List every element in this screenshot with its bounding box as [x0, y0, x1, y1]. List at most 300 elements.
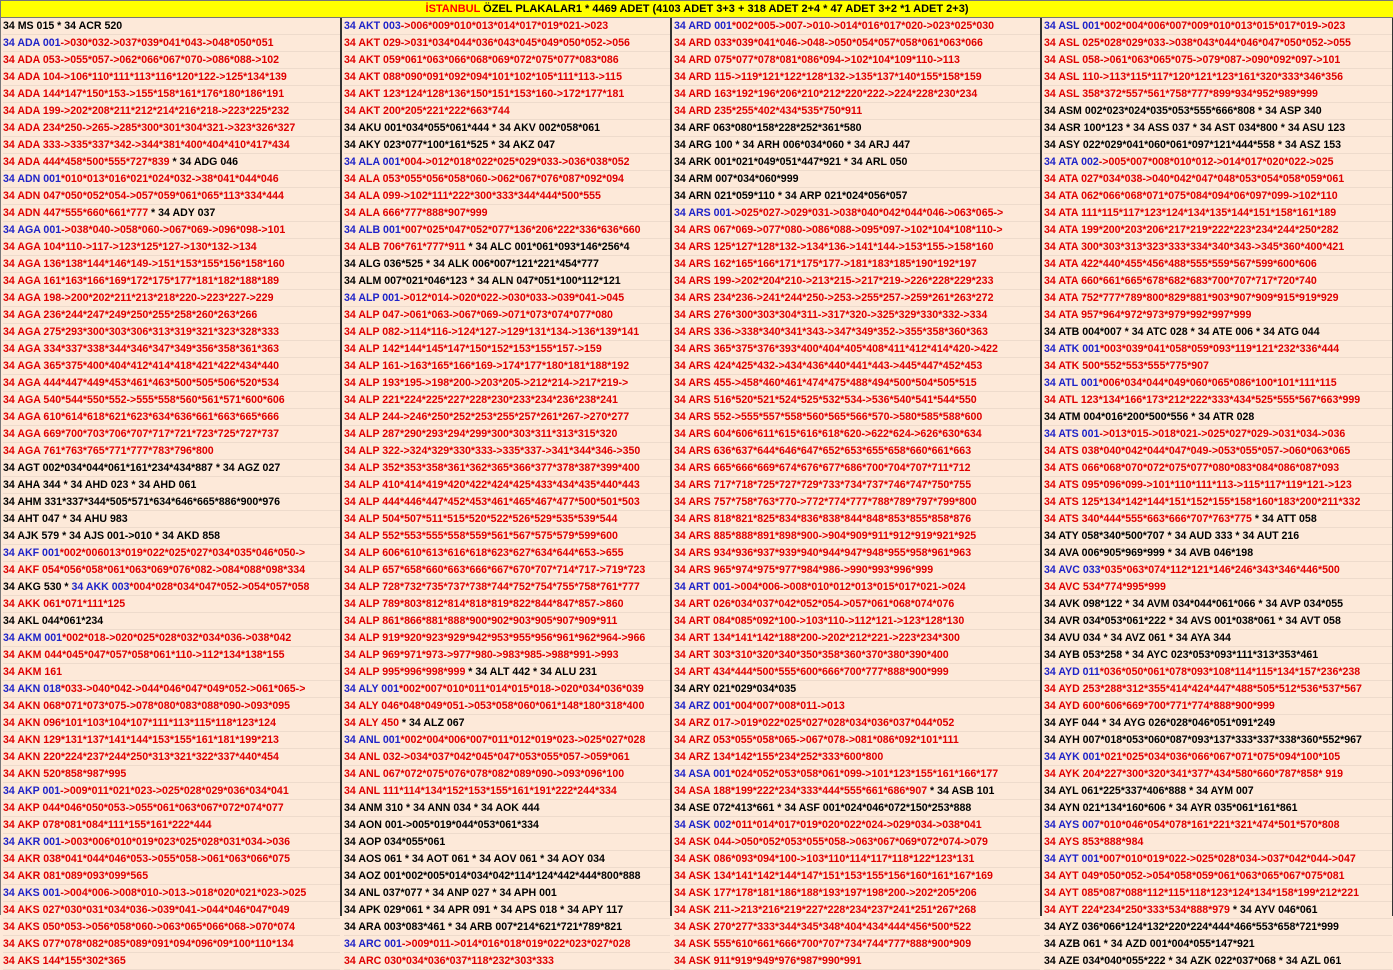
plate-row — [3, 35, 340, 52]
plate-segment: 34 AKK 061*071*111*125 — [3, 598, 126, 610]
title-text: ÖZEL PLAKALAR1 * 4469 ADET (4103 ADET 3+3 + 318 ADET 2+4 * 47 ADET 3+2 *1 ADET 2+3) — [480, 3, 969, 15]
plate-row — [3, 664, 340, 681]
plate-row — [674, 52, 1040, 69]
plate-row — [674, 375, 1040, 392]
plate-row — [1044, 205, 1392, 222]
plate-segment: 34 ASE 072*413*661 * 34 ASF 001*024*046*072*150*253*888 — [674, 802, 972, 814]
plate-row — [674, 834, 1040, 851]
plate-segment: 34 ADA 199->202*208*211*212*214*216*218->223*225*232 — [3, 105, 290, 117]
plate-segment: 34 ATA 111*115*117*123*124*134*135*144*151*158*161*189 — [1044, 207, 1337, 219]
plate-segment: 34 ASK 211->213*216*219*227*228*234*237*241*251*267*268 — [674, 904, 977, 916]
plate-segment: 34 AGA 161*163*166*169*172*175*177*181*182*188*189 — [3, 275, 280, 287]
plate-segment: 34 ARS 001 — [674, 207, 732, 219]
plate-segment: 34 AKK 003 — [71, 581, 130, 593]
plate-segment: *035*063*074*112*121*146*246*343*346*446*500 — [1100, 564, 1340, 576]
plate-segment: *011*014*017*019*020*022*024->029*034->038*041 — [731, 819, 982, 831]
plate-row — [344, 494, 670, 511]
plate-segment: 34 ARS 234*236->241*244*250->253->255*257->259*261*263*272 — [674, 292, 994, 304]
plate-row — [674, 545, 1040, 562]
plate-segment: 34 ARS 516*520*521*524*525*532*534->536*540*541*544*550 — [674, 394, 977, 406]
plate-row — [344, 273, 670, 290]
plate-segment: 34 ALP 789*803*812*814*818*819*822*844*847*857->860 — [344, 598, 624, 610]
plate-row — [1044, 579, 1392, 596]
plate-segment: 34 AKG 530 * — [3, 581, 72, 593]
plate-segment: *033->040*042->044*046*047*049*052->061*065-> — [60, 683, 306, 695]
plate-row — [674, 18, 1040, 35]
plate-row — [3, 426, 340, 443]
plate-segment: 34 ADA 444*458*500*555*727*839 — [3, 156, 170, 168]
plate-row — [1044, 749, 1392, 766]
plate-row — [3, 86, 340, 103]
plate-segment: 34 AKS 077*078*082*085*089*091*094*096*09*100*110*134 — [3, 938, 294, 950]
plate-segment: * 34 AYV 046*061 — [1229, 904, 1318, 916]
plate-row — [1044, 290, 1392, 307]
plate-segment: 34 AOZ 001*002*005*014*034*042*114*124*442*444*800*888 — [344, 870, 641, 882]
plate-segment: 34 ALP 919*920*923*929*942*953*955*956*961*962*964->966 — [344, 632, 646, 644]
plate-row — [1044, 681, 1392, 698]
plate-row — [674, 528, 1040, 545]
plate-row — [1044, 154, 1392, 171]
plate-segment: 34 ATA 199*200*203*206*217*219*222*223*234*244*250*282 — [1044, 224, 1339, 236]
plate-segment: *006*034*044*049*060*065*086*100*101*111*115 — [1098, 377, 1337, 389]
plate-segment: * 34 ALZ 067 — [398, 717, 465, 729]
plate-segment: 34 AGA 365*375*400*404*412*414*418*421*422*434*440 — [3, 360, 280, 372]
plate-segment: 34 ARS 067*069->077*080->086*088->095*097->102*104*108*110-> — [674, 224, 1003, 236]
plate-segment: 34 AOS 061 * 34 AOT 061 * 34 AOV 061 * 34 AOY 034 — [344, 853, 605, 865]
plate-segment: 34 ATK 500*552*553*555*775*907 — [1044, 360, 1209, 372]
plate-row — [1044, 341, 1392, 358]
plate-row — [674, 409, 1040, 426]
plate-row — [344, 256, 670, 273]
plate-row — [344, 851, 670, 868]
plate-row — [674, 613, 1040, 630]
plate-row — [674, 222, 1040, 239]
plate-row — [3, 953, 340, 970]
plate-segment: 34 ASL 025*028*029*033->038*043*044*046*047*050*052->055 — [1044, 37, 1351, 49]
plate-segment: 34 ARD 075*077*078*081*086*094->102*104*109*110->113 — [674, 54, 960, 66]
plate-segment: ->006*009*010*013*014*017*019*021->023 — [400, 20, 609, 32]
plate-segment: *010*013*016*021*024*032->38*041*044*046 — [60, 173, 279, 185]
plate-row — [1044, 800, 1392, 817]
plate-segment: 34 AKU 001*034*055*061*444 * 34 AKV 002*058*061 — [344, 122, 601, 134]
plate-segment: 34 ALP 047->061*063->067*069->071*073*074*077*080 — [344, 309, 613, 321]
plate-row — [344, 460, 670, 477]
plate-segment: *002*006013*019*022*025*027*034*035*046*050-> — [59, 547, 306, 559]
plate-row — [674, 154, 1040, 171]
plate-segment: 34 ATA 062*066*068*071*075*084*094*06*097*099->102*110 — [1044, 190, 1338, 202]
plate-row — [1044, 86, 1392, 103]
plate-segment: 34 AKN 068*071*073*075->078*080*083*088*090->093*095 — [3, 700, 291, 712]
plate-segment: 34 ANL 001 — [344, 734, 401, 746]
plate-row — [3, 205, 340, 222]
plate-row — [3, 851, 340, 868]
plate-row — [344, 885, 670, 902]
plate-column-1 — [1, 18, 342, 967]
plate-segment: 34 ATA 957*964*972*973*979*992*997*999 — [1044, 309, 1252, 321]
plate-row — [674, 273, 1040, 290]
plate-row — [1044, 647, 1392, 664]
plate-segment: 34 AVC 534*774*995*999 — [1044, 581, 1166, 593]
plate-row — [1044, 630, 1392, 647]
plate-segment: 34 ATS 125*134*142*144*151*152*155*158*160*183*200*211*332 — [1044, 496, 1361, 508]
plate-row — [1044, 375, 1392, 392]
plate-segment: 34 AYS 007 — [1044, 819, 1100, 831]
plate-segment: 34 ASA 188*199*222*234*333*444*555*661*686*907 — [674, 785, 928, 797]
plate-segment: 34 ARZ 001 — [674, 700, 731, 712]
plate-row — [1044, 902, 1392, 919]
plate-segment: 34 AYD 011 — [1044, 666, 1100, 678]
plate-segment: 34 ART 001 — [674, 581, 731, 593]
plate-segment: 34 AYF 044 * 34 AYG 026*028*046*051*091*249 — [1044, 717, 1276, 729]
plate-row — [344, 766, 670, 783]
plate-row — [1044, 358, 1392, 375]
plate-row — [344, 698, 670, 715]
plate-segment: 34 ALP 606*610*613*616*618*623*627*634*644*653->655 — [344, 547, 624, 559]
plate-segment: 34 ADN 447*555*660*661*777 — [3, 207, 149, 219]
plate-segment: 34 ADA 333->335*337*342->344*381*400*404*410*417*434 — [3, 139, 290, 151]
plate-row — [674, 766, 1040, 783]
plate-segment: 34 ALM 007*021*046*123 * 34 ALN 047*051*100*112*121 — [344, 275, 621, 287]
plate-row — [3, 800, 340, 817]
plate-segment: *004->012*018*022*025*029*033->036*038*052 — [400, 156, 630, 168]
plate-segment: 34 ARS 365*375*376*393*400*404*405*408*411*412*414*420->422 — [674, 343, 998, 355]
plate-row — [344, 613, 670, 630]
plate-row — [344, 239, 670, 256]
plate-row — [344, 69, 670, 86]
plate-row — [1044, 239, 1392, 256]
plate-segment: 34 ALP 969*971*973->977*980->983*985->988*991->993 — [344, 649, 619, 661]
plate-segment: 34 AYS 853*888*984 — [1044, 836, 1144, 848]
plate-row — [3, 630, 340, 647]
plate-segment: 34 AGT 002*034*044*061*161*234*434*887 * 34 AGZ 027 — [3, 462, 281, 474]
plate-row — [674, 579, 1040, 596]
plate-segment: 34 ARD 001 — [674, 20, 732, 32]
plate-segment: *002*018->020*025*028*032*034*036->038*042 — [62, 632, 292, 644]
plate-segment: 34 ARS 276*300*303*304*311->317*320->325*329*330*332->334 — [674, 309, 988, 321]
plate-segment: ->004*006->008*010*012*013*015*017*021->024 — [730, 581, 966, 593]
plate-row — [344, 341, 670, 358]
plate-segment: 34 ADA 053->055*057->062*066*067*070->086*088->102 — [3, 54, 280, 66]
plate-segment: 34 AKF 054*056*058*061*063*069*076*082->084*088*098*334 — [3, 564, 306, 576]
plate-row — [674, 562, 1040, 579]
plate-row — [3, 698, 340, 715]
plate-row — [344, 375, 670, 392]
plate-row — [674, 239, 1040, 256]
plate-row — [344, 800, 670, 817]
plate-columns — [1, 18, 1393, 967]
plate-row — [1044, 868, 1392, 885]
plate-row — [674, 86, 1040, 103]
plate-row — [1044, 613, 1392, 630]
plate-segment: ->013*015->018*021->025*027*029->031*034->036 — [1099, 428, 1346, 440]
plate-row — [3, 868, 340, 885]
plate-segment: 34 ARZ 017->019*022*025*027*028*034*036*037*044*052 — [674, 717, 955, 729]
plate-row — [3, 120, 340, 137]
plate-row — [344, 86, 670, 103]
plate-segment: 34 ALP 728*732*735*737*738*744*752*754*755*758*761*777 — [344, 581, 640, 593]
plate-segment: 34 ARS 336->338*340*341*343->347*349*352->355*358*360*363 — [674, 326, 988, 338]
plate-segment: 34 ARS 757*758*763*770->772*774*777*788*789*797*799*800 — [674, 496, 977, 508]
plate-segment: 34 APK 029*061 * 34 APR 091 * 34 APS 018 * 34 APY 117 — [344, 904, 624, 916]
plate-row — [3, 749, 340, 766]
plate-row — [3, 885, 340, 902]
plate-segment: 34 ASK 270*277*333*344*345*348*404*434*444*456*500*522 — [674, 921, 972, 933]
plate-segment: 34 AGA 136*138*144*146*149->151*153*155*156*158*160 — [3, 258, 285, 270]
plate-segment: 34 ARD 163*192*196*206*210*212*220*222->224*228*230*234 — [674, 88, 978, 100]
plate-row — [1044, 596, 1392, 613]
plate-segment: 34 AYL 061*225*337*406*888 * 34 AYM 007 — [1044, 785, 1254, 797]
plate-segment: * 34 ALC 001*061*093*146*256*4 — [465, 241, 630, 253]
plate-segment: 34 AKL 044*061*234 — [3, 615, 104, 627]
plate-segment: 34 ART 303*310*320*340*350*358*360*370*380*390*400 — [674, 649, 949, 661]
plate-row — [674, 596, 1040, 613]
plate-segment: 34 ATA 422*440*455*456*488*555*559*567*599*600*606 — [1044, 258, 1317, 270]
plate-row — [1044, 783, 1392, 800]
plate-row — [674, 290, 1040, 307]
plate-row — [344, 324, 670, 341]
plate-row — [674, 494, 1040, 511]
plate-row — [344, 562, 670, 579]
plate-column-4 — [1042, 18, 1393, 967]
plate-segment: 34 ARS 665*666*669*674*676*677*686*700*704*707*711*712 — [674, 462, 971, 474]
plate-row — [674, 443, 1040, 460]
plate-segment: 34 ARZ 134*142*155*234*252*333*600*800 — [674, 751, 884, 763]
plate-row — [1044, 426, 1392, 443]
plate-row — [3, 222, 340, 239]
plate-segment: 34 ALA 053*055*056*058*060->062*067*076*087*092*094 — [344, 173, 624, 185]
plate-segment: 34 ATA 300*303*313*323*333*334*340*343->345*360*400*421 — [1044, 241, 1345, 253]
plate-segment: 34 AKR 001 — [3, 836, 61, 848]
plate-segment: 34 ARS 934*936*937*939*940*944*947*948*955*958*961*963 — [674, 547, 972, 559]
plate-row — [1044, 69, 1392, 86]
plate-segment: 34 AYZ 036*066*124*132*220*224*444*466*553*658*721*999 — [1044, 921, 1339, 933]
plate-row — [344, 18, 670, 35]
plate-row — [3, 494, 340, 511]
plate-row — [674, 69, 1040, 86]
plate-row — [3, 477, 340, 494]
plate-row — [344, 545, 670, 562]
plate-segment: 34 ARD 115->119*121*122*128*132->135*137*140*155*158*159 — [674, 71, 982, 83]
plate-segment: *003*039*041*058*059*093*119*121*232*336*444 — [1099, 343, 1340, 355]
plate-segment: 34 AKF 001 — [3, 547, 60, 559]
plate-segment: 34 AKN 129*131*137*141*144*153*155*161*181*199*213 — [3, 734, 279, 746]
plate-segment: 34 ADN 047*050*052*054->057*059*061*065*113*334*444 — [3, 190, 284, 202]
plate-row — [674, 477, 1040, 494]
plate-row — [674, 324, 1040, 341]
plate-segment: 34 MS 015 * 34 ACR 520 — [3, 20, 123, 32]
plate-segment: 34 ASY 022*029*041*060*061*097*121*444*558 * 34 ASZ 153 — [1044, 139, 1342, 151]
plate-row — [344, 630, 670, 647]
plate-segment: 34 ALP 352*353*358*361*362*365*366*377*378*387*399*400 — [344, 462, 640, 474]
plate-row — [3, 902, 340, 919]
plate-row — [674, 919, 1040, 936]
plate-segment: 34 AKY 023*077*100*161*525 * 34 AKZ 047 — [344, 139, 556, 151]
plate-segment: 34 AKT 029->031*034*044*036*043*045*049*050*052->056 — [344, 37, 630, 49]
plate-row — [1044, 732, 1392, 749]
plate-segment: 34 AKM 044*045*047*057*058*061*110->112*134*138*155 — [3, 649, 285, 661]
plate-segment: 34 AVK 098*122 * 34 AVM 034*044*061*066 * 34 AVP 034*055 — [1044, 598, 1344, 610]
plate-segment: 34 ASK 555*610*661*666*700*707*734*744*777*888*900*909 — [674, 938, 972, 950]
plate-row — [1044, 188, 1392, 205]
plate-segment: 34 AZE 034*040*055*222 * 34 AZK 022*037*068 * 34 AZL 061 — [1044, 955, 1342, 967]
plate-segment: *007*025*047*052*077*136*206*222*336*636*660 — [400, 224, 641, 236]
plate-row — [1044, 936, 1392, 953]
plate-row — [674, 681, 1040, 698]
plate-row — [674, 885, 1040, 902]
plate-row — [1044, 409, 1392, 426]
plate-row — [3, 596, 340, 613]
plate-row — [674, 35, 1040, 52]
plate-segment: 34 AYT 049*050*052->054*058*059*061*063*065*067*075*081 — [1044, 870, 1345, 882]
plate-row — [3, 171, 340, 188]
plate-segment: 34 AHM 331*337*344*505*571*634*646*665*886*900*976 — [3, 496, 281, 508]
plate-row — [3, 273, 340, 290]
plate-segment: 34 ANL 032->034*037*042*045*047*053*055*057->059*061 — [344, 751, 630, 763]
plate-row — [3, 103, 340, 120]
plate-row — [1044, 715, 1392, 732]
plate-segment: * 34 ASB 101 — [927, 785, 995, 797]
plate-segment: 34 AKT 003 — [344, 20, 401, 32]
plate-segment: 34 AHT 047 * 34 AHU 983 — [3, 513, 128, 525]
plate-row — [1044, 273, 1392, 290]
plate-segment: 34 AYT 085*087*088*112*115*118*123*124*134*158*199*212*221 — [1044, 887, 1359, 899]
plate-row — [1044, 477, 1392, 494]
plate-segment: 34 ALA 001 — [344, 156, 401, 168]
plate-row — [3, 613, 340, 630]
plate-row — [3, 460, 340, 477]
plate-segment: *021*025*034*036*066*067*071*075*094*100*105 — [1100, 751, 1341, 763]
plate-row — [344, 426, 670, 443]
plate-segment: 34 ATL 123*134*166*173*212*222*333*434*525*555*567*663*999 — [1044, 394, 1361, 406]
plate-segment: 34 ALA 099->102*111*222*300*333*344*444*500*555 — [344, 190, 601, 202]
plate-row — [3, 579, 340, 596]
plate-segment: 34 AKT 088*090*091*092*094*101*102*105*111*113->115 — [344, 71, 622, 83]
plate-row — [674, 732, 1040, 749]
plate-segment: 34 AGA 540*544*550*552->555*558*560*561*571*600*606 — [3, 394, 285, 406]
plate-row — [3, 562, 340, 579]
plate-segment: 34 ASK 002 — [674, 819, 732, 831]
plate-segment: 34 ATA 027*034*038->040*042*047*048*053*054*058*059*061 — [1044, 173, 1345, 185]
plate-segment: 34 ATS 095*096*099->101*110*111*113->115*117*119*121->123 — [1044, 479, 1352, 491]
plate-row — [1044, 392, 1392, 409]
plate-segment: 34 ALP 444*446*447*452*453*461*465*467*477*500*501*503 — [344, 496, 640, 508]
plate-segment: 34 ALB 001 — [344, 224, 401, 236]
plate-row — [3, 324, 340, 341]
plate-segment: 34 AKR 081*089*093*099*565 — [3, 870, 149, 882]
plate-row — [1044, 256, 1392, 273]
plate-segment: 34 ATS 038*040*042*044*047*049->053*055*057->060*063*065 — [1044, 445, 1351, 457]
plate-row — [344, 596, 670, 613]
plate-row — [344, 358, 670, 375]
plate-segment: 34 ARA 003*083*461 * 34 ARB 007*214*621*721*789*821 — [344, 921, 623, 933]
plate-row — [344, 477, 670, 494]
plate-segment: 34 ART 084*085*092*100->103*110->112*121->123*128*130 — [674, 615, 965, 627]
plate-row — [1044, 885, 1392, 902]
plate-row — [674, 868, 1040, 885]
plate-segment: *004*007*008*011->013 — [730, 700, 845, 712]
plate-segment: 34 ALA 666*777*888*907*999 — [344, 207, 488, 219]
plate-segment: 34 ATB 004*007 * 34 ATC 028 * 34 ATE 006 * 34 ATG 044 — [1044, 326, 1320, 338]
plate-row — [344, 664, 670, 681]
plate-segment: 34 ALB 706*761*777*911 — [344, 241, 466, 253]
plate-segment: 34 ALP 001 — [344, 292, 400, 304]
plate-segment: 34 ATS 001 — [1044, 428, 1100, 440]
plate-row — [1044, 817, 1392, 834]
plate-segment: 34 AGA 236*244*247*249*250*255*258*260*263*266 — [3, 309, 258, 321]
plate-row — [344, 154, 670, 171]
plate-row — [674, 664, 1040, 681]
plate-row — [1044, 18, 1392, 35]
plate-segment: *002*004*006*007*009*010*013*015*017*019->023 — [1099, 20, 1346, 32]
plate-row — [674, 137, 1040, 154]
plate-row — [344, 171, 670, 188]
plate-row — [3, 392, 340, 409]
plate-row — [3, 681, 340, 698]
plate-segment: 34 AZB 061 * 34 AZD 001*004*055*147*921 — [1044, 938, 1255, 950]
plate-row — [344, 783, 670, 800]
plate-segment: 34 ALP 657*658*660*663*666*667*670*707*714*717->719*723 — [344, 564, 646, 576]
plate-segment: 34 ASK 177*178*181*186*188*193*197*198*200->202*205*206 — [674, 887, 977, 899]
plate-row — [674, 749, 1040, 766]
plate-segment: 34 ANM 310 * 34 ANN 034 * 34 AOK 444 — [344, 802, 540, 814]
plate-row — [3, 188, 340, 205]
plate-row — [674, 936, 1040, 953]
plate-row — [674, 715, 1040, 732]
plate-segment: * 34 ATT 058 — [1251, 513, 1317, 525]
plate-row — [3, 783, 340, 800]
plate-segment: ->004*006->008*010->013->018*020*021*023->025 — [60, 887, 307, 899]
plate-row — [674, 171, 1040, 188]
plate-row — [1044, 137, 1392, 154]
plate-segment: *002*005->007->010->014*016*017*020->023*025*030 — [731, 20, 995, 32]
plate-row — [344, 749, 670, 766]
plate-segment: 34 ARS 125*127*128*132->134*136->141*144->153*155->158*160 — [674, 241, 994, 253]
plate-row — [344, 732, 670, 749]
plate-segment: 34 ARS 965*974*975*977*984*986->990*993*996*999 — [674, 564, 934, 576]
plate-row — [1044, 52, 1392, 69]
plate-row — [3, 69, 340, 86]
plate-segment: 34 AYK 001 — [1044, 751, 1101, 763]
plate-segment: *002*007*010*011*014*015*018->020*034*036*039 — [398, 683, 644, 695]
plate-row — [1044, 919, 1392, 936]
plate-row — [344, 868, 670, 885]
plate-segment: 34 AKS 001 — [3, 887, 61, 899]
plate-segment: 34 ART 026*034*037*042*052*054->057*061*068*074*076 — [674, 598, 955, 610]
plate-row — [344, 409, 670, 426]
plate-row — [1044, 851, 1392, 868]
plate-row — [344, 715, 670, 732]
plate-segment: 34 ARS 424*425*432->434*436*440*441*443->445*447*452*453 — [674, 360, 983, 372]
plate-row — [3, 528, 340, 545]
plate-segment: 34 ALP 410*414*419*420*422*424*425*433*434*435*440*443 — [344, 479, 640, 491]
plate-segment: 34 AGA 669*700*703*706*707*717*721*723*725*727*737 — [3, 428, 280, 440]
plate-segment: 34 ASL 110->113*115*117*120*121*123*161*320*333*346*356 — [1044, 71, 1343, 83]
plate-segment: 34 ALP 193*195->198*200->203*205->212*214->217*219-> — [344, 377, 629, 389]
plate-segment: 34 ASK 134*141*142*144*147*151*153*155*156*160*161*167*169 — [674, 870, 993, 882]
plate-segment: 34 ALY 046*048*049*051->053*058*060*061*148*180*318*400 — [344, 700, 645, 712]
plate-row — [344, 137, 670, 154]
plate-row — [674, 358, 1040, 375]
plate-row — [674, 800, 1040, 817]
plate-segment: 34 AKS 050*053->056*058*060->063*065*066*068->070*074 — [3, 921, 296, 933]
plate-segment: 34 AYT 001 — [1044, 853, 1100, 865]
plate-row — [1044, 562, 1392, 579]
plate-segment: 34 AKP 078*081*084*111*155*161*222*444 — [3, 819, 212, 831]
plate-row — [1044, 35, 1392, 52]
plate-row — [344, 834, 670, 851]
plate-row — [3, 936, 340, 953]
plate-row — [674, 392, 1040, 409]
